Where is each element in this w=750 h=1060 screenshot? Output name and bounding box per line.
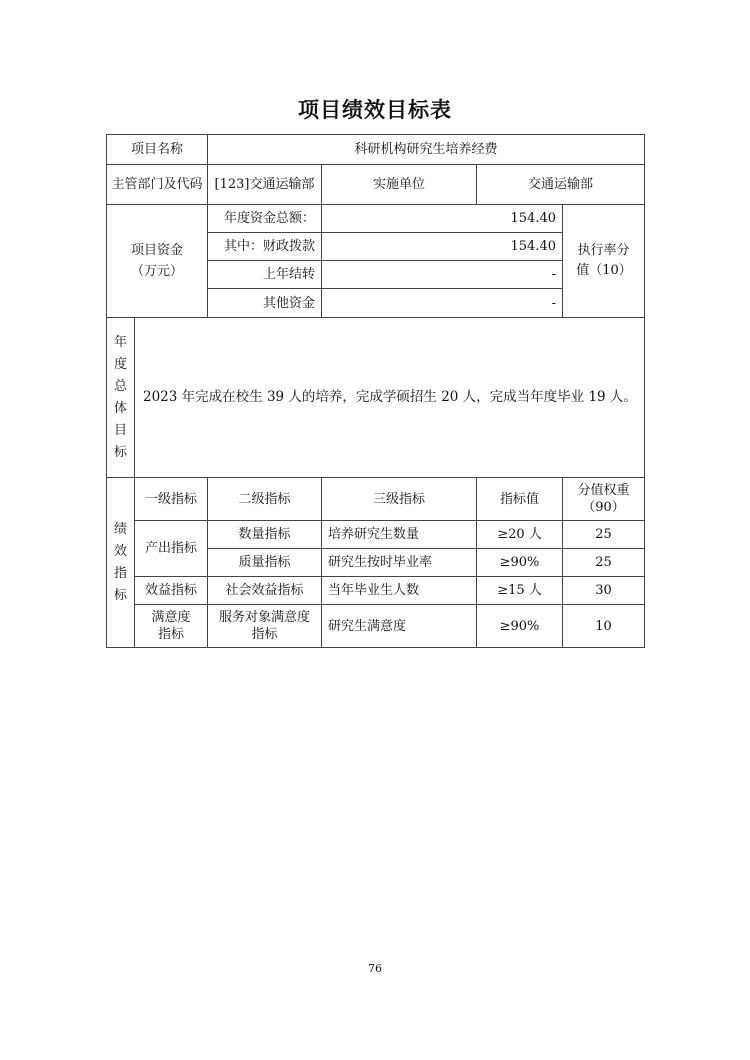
department-row (107, 165, 645, 205)
header-level2: 二级指标 (208, 478, 322, 521)
indicator-header-row (107, 478, 645, 521)
indicator-level2: 数量指标 (208, 521, 322, 549)
indicator-section-label-text: 绩效指标 (114, 521, 128, 603)
annual-goal-text: 2023 年完成在校生 39 人的培养，完成学硕招生 20 人，完成当年度毕业 19 人。 (135, 318, 645, 478)
project-name-value: 科研机构研究生培养经费 (208, 135, 645, 165)
indicator-weight: 30 (563, 577, 645, 605)
indicator-row (107, 605, 645, 648)
fund-row-value: 154.40 (322, 205, 563, 233)
indicator-level1: 产出指标 (135, 521, 208, 577)
impl-label: 实施单位 (322, 165, 477, 205)
fund-row-label: 年度资金总额： (208, 205, 322, 233)
fund-row-value: - (322, 289, 563, 318)
indicator-level3: 培养研究生数量 (322, 521, 477, 549)
header-value: 指标值 (477, 478, 563, 521)
fund-row-label: 上年结转 (208, 261, 322, 289)
header-weight-text: 分值权重（90） (577, 483, 630, 515)
indicator-weight: 25 (563, 549, 645, 577)
indicator-level1-text: 满意度指标 (151, 610, 191, 642)
annual-goal-label-text: 年度总体目标 (114, 334, 128, 460)
annual-goal-row (107, 318, 645, 478)
indicator-level2 (208, 605, 322, 648)
indicator-level3: 当年毕业生人数 (322, 577, 477, 605)
indicator-level2: 社会效益指标 (208, 577, 322, 605)
indicator-value: ≥15 人 (477, 577, 563, 605)
fund-row-value: - (322, 261, 563, 289)
project-name-label: 项目名称 (107, 135, 208, 165)
indicator-value: ≥20 人 (477, 521, 563, 549)
indicator-level2: 质量指标 (208, 549, 322, 577)
indicator-row (107, 521, 645, 549)
fund-row-label: 其中：财政拨款 (208, 233, 322, 261)
fund-row-label: 其他资金 (208, 289, 322, 318)
header-weight (563, 478, 645, 521)
fund-row (107, 205, 645, 233)
header-level1: 一级指标 (135, 478, 208, 521)
dept-label: 主管部门及代码 (107, 165, 208, 205)
fund-row-value: 154.40 (322, 233, 563, 261)
exec-rate-label: 执行率分值（10） (576, 243, 632, 278)
indicator-section-label (107, 478, 135, 648)
indicator-weight: 10 (563, 605, 645, 648)
performance-table (106, 134, 645, 648)
indicator-level3: 研究生满意度 (322, 605, 477, 648)
page-number: 76 (368, 962, 382, 975)
exec-rate-cell (563, 205, 645, 318)
project-name-row (107, 135, 645, 165)
page-title: 项目绩效目标表 (298, 98, 452, 122)
header-level3: 三级指标 (322, 478, 477, 521)
impl-value: 交通运输部 (477, 165, 645, 205)
indicator-level2-text: 服务对象满意度指标 (219, 610, 311, 642)
indicator-level1: 效益指标 (135, 577, 208, 605)
indicator-weight: 25 (563, 521, 645, 549)
funds-label-text: 项目资金（万元） (130, 243, 183, 279)
indicator-level3: 研究生按时毕业率 (322, 549, 477, 577)
indicator-value: ≥90% (477, 549, 563, 577)
indicator-row (107, 577, 645, 605)
indicator-value: ≥90% (477, 605, 563, 648)
annual-goal-label (107, 318, 135, 478)
indicator-level1 (135, 605, 208, 648)
dept-value: [123]交通运输部 (208, 165, 322, 205)
funds-label (107, 205, 208, 318)
